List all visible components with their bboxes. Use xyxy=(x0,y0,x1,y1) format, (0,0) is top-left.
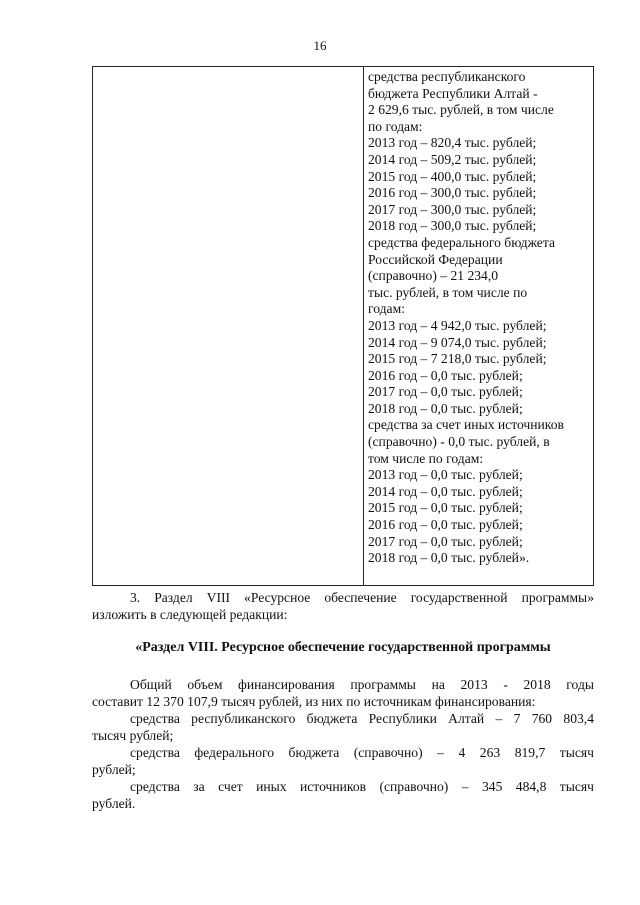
other-line-1: средства за счет иных источников (справочно) – 345 484,8 тысяч xyxy=(130,779,594,794)
total-line-2: составит 12 370 107,9 тысяч рублей, из них по источникам финансирования: xyxy=(92,694,536,709)
funding-paragraph-total xyxy=(92,676,594,710)
table-line: годам: xyxy=(368,301,405,317)
table-line: (справочно) – 21 234,0 xyxy=(368,268,499,284)
other-line-2: рублей. xyxy=(92,796,136,811)
table-line: 2014 год – 9 074,0 тыс. рублей; xyxy=(368,334,547,350)
table-line: 2013 год – 4 942,0 тыс. рублей; xyxy=(368,317,547,333)
table-line: средства республиканского xyxy=(368,69,526,84)
table-line: 2017 год – 0,0 тыс. рублей; xyxy=(368,384,523,400)
republic-line-2: тысяч рублей; xyxy=(92,728,174,743)
federal-line-1: средства федерального бюджета (справочно) – 4 263 819,7 тысяч xyxy=(130,745,594,760)
table-line: 2014 год – 509,2 тыс. рублей; xyxy=(368,151,537,167)
item-3-line-1: 3. Раздел VIII «Ресурсное обеспечение государственной программы» xyxy=(130,590,594,605)
table-line: 2018 год – 0,0 тыс. рублей; xyxy=(368,400,523,416)
table-line: 2017 год – 300,0 тыс. рублей; xyxy=(368,201,537,217)
table-line: том числе по годам: xyxy=(368,450,484,466)
table-line: 2013 год – 0,0 тыс. рублей; xyxy=(368,467,523,483)
table-right-cell xyxy=(368,69,589,585)
table-line: 2015 год – 7 218,0 тыс. рублей; xyxy=(368,351,547,367)
funding-table xyxy=(92,66,594,586)
table-line: 2015 год – 400,0 тыс. рублей; xyxy=(368,168,537,184)
republic-line-1: средства республиканского бюджета Республики Алтай – 7 760 803,4 xyxy=(130,711,594,726)
table-line: средства федерального бюджета xyxy=(368,234,555,250)
table-line: тыс. рублей, в том числе по xyxy=(368,284,528,300)
table-line: 2014 год – 0,0 тыс. рублей; xyxy=(368,483,523,499)
total-line-1: Общий объем финансирования программы на 2013 - 2018 годы xyxy=(130,677,594,692)
funding-paragraph-other xyxy=(92,778,594,812)
table-line: Российской Федерации xyxy=(368,251,503,267)
table-line: 2018 год – 300,0 тыс. рублей; xyxy=(368,218,537,234)
table-left-cell xyxy=(93,67,364,585)
section-heading: «Раздел VIII. Ресурсное обеспечение государственной программы xyxy=(135,640,551,655)
item-3-paragraph xyxy=(92,589,594,623)
funding-paragraph-republic xyxy=(92,710,594,744)
table-line: 2015 год – 0,0 тыс. рублей; xyxy=(368,500,523,516)
table-line: средства за счет иных источников xyxy=(368,417,564,433)
page-number: 16 xyxy=(313,38,327,53)
item-3-line-2: изложить в следующей редакции: xyxy=(92,607,288,622)
table-line: 2017 год – 0,0 тыс. рублей; xyxy=(368,533,523,549)
table-line: 2018 год – 0,0 тыс. рублей». xyxy=(368,550,530,566)
funding-paragraph-federal xyxy=(92,744,594,778)
table-line: 2016 год – 300,0 тыс. рублей; xyxy=(368,185,537,201)
table-line: по годам: xyxy=(368,118,423,134)
table-line: 2016 год – 0,0 тыс. рублей; xyxy=(368,367,523,383)
table-line: 2013 год – 820,4 тыс. рублей; xyxy=(368,135,537,151)
table-line: 2 629,6 тыс. рублей, в том числе xyxy=(368,102,554,118)
table-line: (справочно) - 0,0 тыс. рублей, в xyxy=(368,434,550,450)
federal-line-2: рублей; xyxy=(92,762,136,777)
table-line: 2016 год – 0,0 тыс. рублей; xyxy=(368,517,523,533)
table-line: бюджета Республики Алтай - xyxy=(368,85,538,101)
